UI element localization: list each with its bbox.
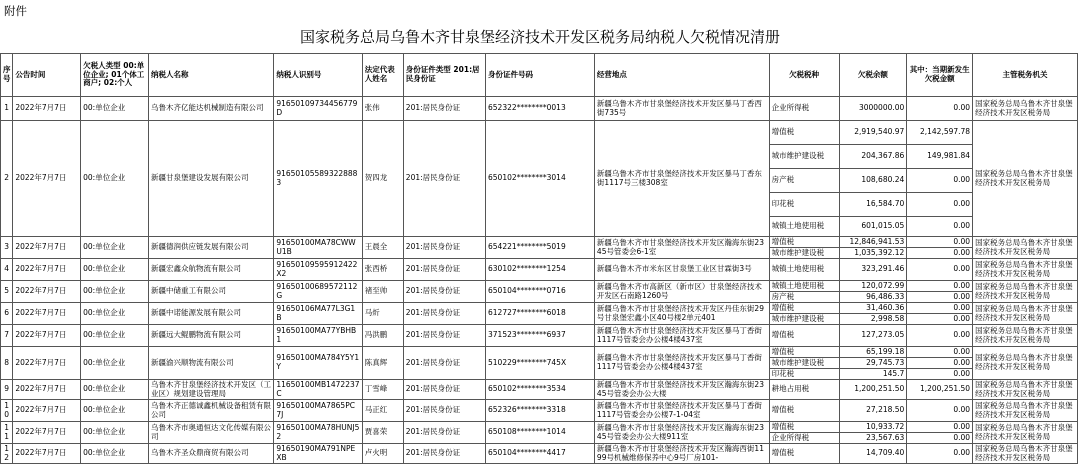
cell-idno: 650104********0716	[486, 281, 595, 303]
cell-idtype: 201:居民身份证	[403, 422, 485, 444]
col-addr: 经营地点	[594, 54, 769, 97]
cell-newamount: 0.00	[907, 422, 973, 433]
tax-arrears-table	[0, 53, 1078, 464]
cell-tin: 91650109595912422X2	[274, 259, 362, 281]
cell-rep: 卢火明	[362, 444, 403, 464]
cell-tin: 91650100689572112G	[274, 281, 362, 303]
table-row	[1, 281, 1078, 292]
table-row	[1, 444, 1078, 464]
table-row	[1, 325, 1078, 347]
cell-taxkind: 耕地占用税	[769, 380, 839, 400]
cell-seq: 5	[1, 281, 13, 303]
table-row	[1, 422, 1078, 433]
col-taxkind: 欠税税种	[769, 54, 839, 97]
cell-taxkind: 增值税	[769, 444, 839, 464]
cell-date: 2022年7月7日	[13, 259, 81, 281]
cell-tin: 91650100MA7865PC7J	[274, 400, 362, 422]
col-tin: 纳税人识别号	[274, 54, 362, 97]
cell-authority: 国家税务总局乌鲁木齐甘泉堡经济技术开发区税务局	[973, 400, 1078, 422]
cell-idno: 654221********5019	[486, 237, 595, 259]
cell-name: 新疆德润供应链发展有限公司	[148, 237, 273, 259]
cell-amount: 29,745.73	[839, 358, 907, 369]
cell-seq: 6	[1, 303, 13, 325]
cell-name: 新疆中诺能源发展有限公司	[148, 303, 273, 325]
cell-tin: 91650190MA791NPEXB	[274, 444, 362, 464]
cell-tin: 91650100MA78CWWU1B	[274, 237, 362, 259]
cell-amount: 323,291.46	[839, 259, 907, 281]
cell-amount: 2,998.58	[839, 314, 907, 325]
cell-newamount: 0.00	[907, 358, 973, 369]
cell-taxkind: 增值税	[769, 347, 839, 358]
cell-idno: 652322********0013	[486, 97, 595, 121]
cell-authority: 国家税务总局乌鲁木齐甘泉堡经济技术开发区税务局	[973, 347, 1078, 380]
cell-date: 2022年7月7日	[13, 325, 81, 347]
cell-tin: 91650100MA77YBHB1	[274, 325, 362, 347]
cell-rep: 褚至帅	[362, 281, 403, 303]
cell-newamount: 0.00	[907, 314, 973, 325]
cell-name: 新疆宏鑫众航物流有限公司	[148, 259, 273, 281]
cell-rep: 张伟	[362, 97, 403, 121]
cell-taxkind: 城市维护建设税	[769, 248, 839, 259]
cell-newamount: 0.00	[907, 97, 973, 121]
cell-date: 2022年7月7日	[13, 281, 81, 303]
cell-idtype: 201:居民身份证	[403, 400, 485, 422]
cell-amount: 145.7	[839, 369, 907, 380]
cell-rep: 冯洪鹏	[362, 325, 403, 347]
cell-type: 00:单位企业	[81, 121, 149, 237]
cell-amount: 601,015.05	[839, 217, 907, 237]
cell-amount: 120,072.99	[839, 281, 907, 292]
table-row	[1, 121, 1078, 145]
col-idno: 身份证件号码	[486, 54, 595, 97]
cell-addr: 新疆乌鲁木齐市甘泉堡经济技术开发区瀚海东街2345号管委会6-1室	[594, 237, 769, 259]
cell-idtype: 201:居民身份证	[403, 444, 485, 464]
cell-taxkind: 增值税	[769, 422, 839, 433]
cell-authority: 国家税务总局乌鲁木齐甘泉堡经济技术开发区税务局	[973, 380, 1078, 400]
cell-addr: 新疆乌鲁木齐市甘泉堡经济技术开发区暴马丁香西街735号	[594, 97, 769, 121]
cell-date: 2022年7月7日	[13, 97, 81, 121]
cell-rep: 王晨全	[362, 237, 403, 259]
cell-taxkind: 城市维护建设税	[769, 145, 839, 169]
cell-newamount: 0.00	[907, 281, 973, 292]
cell-type: 00:单位企业	[81, 281, 149, 303]
table-row	[1, 380, 1078, 400]
cell-type: 00:单位企业	[81, 303, 149, 325]
cell-name: 新疆中储重工有限公司	[148, 281, 273, 303]
cell-addr: 新疆乌鲁木齐市甘泉堡经济技术开发区丹佳东街29号甘泉堡宏鑫小区40号楼2单元401	[594, 303, 769, 325]
cell-authority: 国家税务总局乌鲁木齐甘泉堡经济技术开发区税务局	[973, 422, 1078, 444]
cell-type: 00:单位企业	[81, 259, 149, 281]
cell-taxkind: 房产税	[769, 169, 839, 193]
cell-type: 00:单位企业	[81, 97, 149, 121]
cell-amount: 23,567.63	[839, 433, 907, 444]
col-idtype: 身份证件类型 201:居民身份证	[403, 54, 485, 97]
cell-taxkind: 房产税	[769, 292, 839, 303]
cell-taxkind: 印花税	[769, 369, 839, 380]
cell-taxkind: 增值税	[769, 121, 839, 145]
cell-tin: 91650105589322888 3	[274, 121, 362, 237]
cell-idtype: 201:居民身份证	[403, 259, 485, 281]
cell-rep: 马正红	[362, 400, 403, 422]
cell-tin: 91650100MA78HUNJ52	[274, 422, 362, 444]
cell-idno: 650104********4417	[486, 444, 595, 464]
cell-amount: 10,933.72	[839, 422, 907, 433]
cell-idtype: 201:居民身份证	[403, 237, 485, 259]
cell-taxkind: 城镇土地使用税	[769, 281, 839, 292]
cell-newamount: 0.00	[907, 347, 973, 358]
table-header-row	[1, 54, 1078, 97]
col-rep: 法定代表人姓名	[362, 54, 403, 97]
cell-tin: 11650100MB1472237C	[274, 380, 362, 400]
cell-type: 00:单位企业	[81, 422, 149, 444]
cell-taxkind: 增值税	[769, 237, 839, 248]
cell-taxkind: 印花税	[769, 193, 839, 217]
cell-type: 00:单位企业	[81, 237, 149, 259]
cell-rep: 贾喜荣	[362, 422, 403, 444]
cell-seq: 11	[1, 422, 13, 444]
cell-tin: 91650106MA77L3G1B	[274, 303, 362, 325]
cell-authority: 国家税务总局乌鲁木齐甘泉堡经济技术开发区税务局	[973, 237, 1078, 259]
cell-name: 乌鲁木齐市奥通恒达文化传媒有限公司	[148, 422, 273, 444]
cell-taxkind: 增值税	[769, 400, 839, 422]
table-row	[1, 97, 1078, 121]
cell-authority: 国家税务总局乌鲁木齐甘泉堡经济技术开发区税务局	[973, 97, 1078, 121]
cell-authority: 国家税务总局乌鲁木齐甘泉堡经济技术开发区税务局	[973, 259, 1078, 281]
cell-idtype: 201:居民身份证	[403, 347, 485, 380]
cell-amount: 1,035,392.12	[839, 248, 907, 259]
cell-idno: 371523********6937	[486, 325, 595, 347]
col-name: 纳税人名称	[148, 54, 273, 97]
cell-taxkind: 城市维护建设税	[769, 358, 839, 369]
cell-seq: 2	[1, 121, 13, 237]
cell-type: 00:单位企业	[81, 347, 149, 380]
cell-date: 2022年7月7日	[13, 444, 81, 464]
cell-seq: 3	[1, 237, 13, 259]
col-authority: 主管税务机关	[973, 54, 1078, 97]
cell-newamount: 0.00	[907, 259, 973, 281]
cell-idno: 510229********745X	[486, 347, 595, 380]
cell-newamount: 0.00	[907, 217, 973, 237]
cell-addr: 新疆乌鲁木齐市甘泉堡经济技术开发区暴马丁香东街1117号三楼308室	[594, 121, 769, 237]
cell-amount: 204,367.86	[839, 145, 907, 169]
cell-name: 乌鲁木齐圣众鼎商贸有限公司	[148, 444, 273, 464]
cell-taxkind: 增值税	[769, 325, 839, 347]
cell-seq: 4	[1, 259, 13, 281]
cell-amount: 108,680.24	[839, 169, 907, 193]
cell-seq: 10	[1, 400, 13, 422]
cell-idno: 650102********3534	[486, 380, 595, 400]
cell-idno: 612727********6018	[486, 303, 595, 325]
cell-amount: 31,460.36	[839, 303, 907, 314]
cell-taxkind: 增值税	[769, 303, 839, 314]
cell-addr: 新疆乌鲁木齐市甘泉堡经济技术开发区瀚海西街1199号机械维修保养中心9号厂房101-	[594, 444, 769, 464]
cell-newamount: 0.00	[907, 400, 973, 422]
table-row	[1, 347, 1078, 358]
cell-tin: 91650109734456779D	[274, 97, 362, 121]
cell-date: 2022年7月7日	[13, 303, 81, 325]
table-row	[1, 237, 1078, 248]
cell-newamount: 1,200,251.50	[907, 380, 973, 400]
table-row	[1, 259, 1078, 281]
page-title: 国家税务总局乌鲁木齐甘泉堡经济技术开发区税务局纳税人欠税情况清册	[299, 28, 780, 46]
cell-type: 00:单位企业	[81, 444, 149, 464]
cell-addr: 新疆乌鲁木齐市甘泉堡经济技术开发区暴马丁香街1117号管委会办公楼4楼437室	[594, 347, 769, 380]
attachment-label: 附件	[4, 4, 27, 18]
cell-authority: 国家税务总局乌鲁木齐甘泉堡经济技术开发区税务局	[973, 303, 1078, 325]
cell-taxkind: 城镇土地使用税	[769, 217, 839, 237]
cell-rep: 贺四龙	[362, 121, 403, 237]
cell-rep: 张西桥	[362, 259, 403, 281]
cell-newamount: 0.00	[907, 325, 973, 347]
cell-idno: 630102********1254	[486, 259, 595, 281]
cell-addr: 新疆乌鲁木齐市甘泉堡经济技术开发区瀚海东街2345号管委会办公大楼	[594, 380, 769, 400]
cell-idno: 650108********1014	[486, 422, 595, 444]
cell-taxkind: 城市维护建设税	[769, 314, 839, 325]
cell-authority: 国家税务总局乌鲁木齐甘泉堡经济技术开发区税务局	[973, 444, 1078, 464]
cell-taxkind: 城镇土地使用税	[769, 259, 839, 281]
cell-idtype: 201:居民身份证	[403, 380, 485, 400]
cell-name: 新疆渝兴顺物流有限公司	[148, 347, 273, 380]
cell-idtype: 201:居民身份证	[403, 325, 485, 347]
cell-newamount: 0.00	[907, 433, 973, 444]
cell-taxkind: 企业所得税	[769, 97, 839, 121]
cell-name: 新疆甘泉堡建设发展有限公司	[148, 121, 273, 237]
cell-addr: 新疆乌鲁木齐市高新区（新市区）甘泉堡经济技术开发区石南路1260号	[594, 281, 769, 303]
cell-date: 2022年7月7日	[13, 380, 81, 400]
cell-idtype: 201:居民身份证	[403, 281, 485, 303]
cell-name: 乌鲁木齐正德诚鑫机械设备租赁有限公司	[148, 400, 273, 422]
cell-amount: 16,584.70	[839, 193, 907, 217]
cell-date: 2022年7月7日	[13, 347, 81, 380]
col-type: 欠税人类型 00:单位企业; 01个体工商户; 02:个人	[81, 54, 149, 97]
cell-authority: 国家税务总局乌鲁木齐甘泉堡经济技术开发区税务局	[973, 281, 1078, 303]
table-row	[1, 303, 1078, 314]
cell-amount: 1,200,251.50	[839, 380, 907, 400]
cell-amount: 14,709.40	[839, 444, 907, 464]
cell-date: 2022年7月7日	[13, 237, 81, 259]
col-amount: 欠税余额	[839, 54, 907, 97]
cell-type: 00:单位企业	[81, 325, 149, 347]
cell-date: 2022年7月7日	[13, 422, 81, 444]
cell-seq: 7	[1, 325, 13, 347]
cell-tin: 91650100MA784Y5Y1Y	[274, 347, 362, 380]
cell-newamount: 0.00	[907, 292, 973, 303]
cell-name: 新疆远大鲲鹏物流有限公司	[148, 325, 273, 347]
col-newamount: 其中：当期新发生欠税金额	[907, 54, 973, 97]
cell-newamount: 2,142,597.78	[907, 121, 973, 145]
cell-amount: 127,273.05	[839, 325, 907, 347]
cell-newamount: 0.00	[907, 248, 973, 259]
cell-seq: 9	[1, 380, 13, 400]
cell-addr: 新疆乌鲁木齐市甘泉堡经济技术开发区暴马丁香街1117号管委会办公楼4楼437室	[594, 325, 769, 347]
cell-date: 2022年7月7日	[13, 400, 81, 422]
cell-rep: 陈真辉	[362, 347, 403, 380]
cell-date: 2022年7月7日	[13, 121, 81, 237]
cell-newamount: 149,981.84	[907, 145, 973, 169]
cell-amount: 3000000.00	[839, 97, 907, 121]
cell-addr: 新疆乌鲁木齐市米东区甘泉堡工业区甘霖街3号	[594, 259, 769, 281]
cell-amount: 12,846,941.53	[839, 237, 907, 248]
cell-newamount: 0.00	[907, 303, 973, 314]
cell-seq: 1	[1, 97, 13, 121]
cell-newamount: 0.00	[907, 169, 973, 193]
cell-addr: 新疆乌鲁木齐市甘泉堡经济技术开发区瀚海东街2345号管委会办公大楼911室	[594, 422, 769, 444]
cell-idtype: 201:居民身份证	[403, 121, 485, 237]
cell-idno: 650102********3014	[486, 121, 595, 237]
cell-newamount: 0.00	[907, 193, 973, 217]
cell-seq: 8	[1, 347, 13, 380]
cell-type: 00:单位企业	[81, 400, 149, 422]
cell-name: 乌鲁木齐亿能达机械制造有限公司	[148, 97, 273, 121]
cell-taxkind: 企业所得税	[769, 433, 839, 444]
cell-idno: 652326********3318	[486, 400, 595, 422]
cell-type: 00:单位企业	[81, 380, 149, 400]
cell-amount: 96,486.33	[839, 292, 907, 303]
cell-newamount: 0.00	[907, 369, 973, 380]
cell-newamount: 0.00	[907, 444, 973, 464]
cell-rep: 丁雪峰	[362, 380, 403, 400]
cell-amount: 2,919,540.97	[839, 121, 907, 145]
col-seq: 序号	[1, 54, 13, 97]
cell-idtype: 201:居民身份证	[403, 303, 485, 325]
cell-authority: 国家税务总局乌鲁木齐甘泉堡经济技术开发区税务局	[973, 325, 1078, 347]
col-date: 公告时间	[13, 54, 81, 97]
table-row	[1, 400, 1078, 422]
cell-authority: 国家税务总局乌鲁木齐甘泉堡经济技术开发区税务局	[973, 121, 1078, 237]
cell-amount: 65,199.18	[839, 347, 907, 358]
cell-name: 乌鲁木齐甘泉堡经济技术开发区（工业区）规划建设管理局	[148, 380, 273, 400]
cell-seq: 12	[1, 444, 13, 464]
cell-newamount: 0.00	[907, 237, 973, 248]
cell-amount: 27,218.50	[839, 400, 907, 422]
cell-rep: 马炘	[362, 303, 403, 325]
cell-idtype: 201:居民身份证	[403, 97, 485, 121]
cell-addr: 新疆乌鲁木齐市甘泉堡经济技术开发区暴马丁香街1117号管委会办公楼7-1-04室	[594, 400, 769, 422]
